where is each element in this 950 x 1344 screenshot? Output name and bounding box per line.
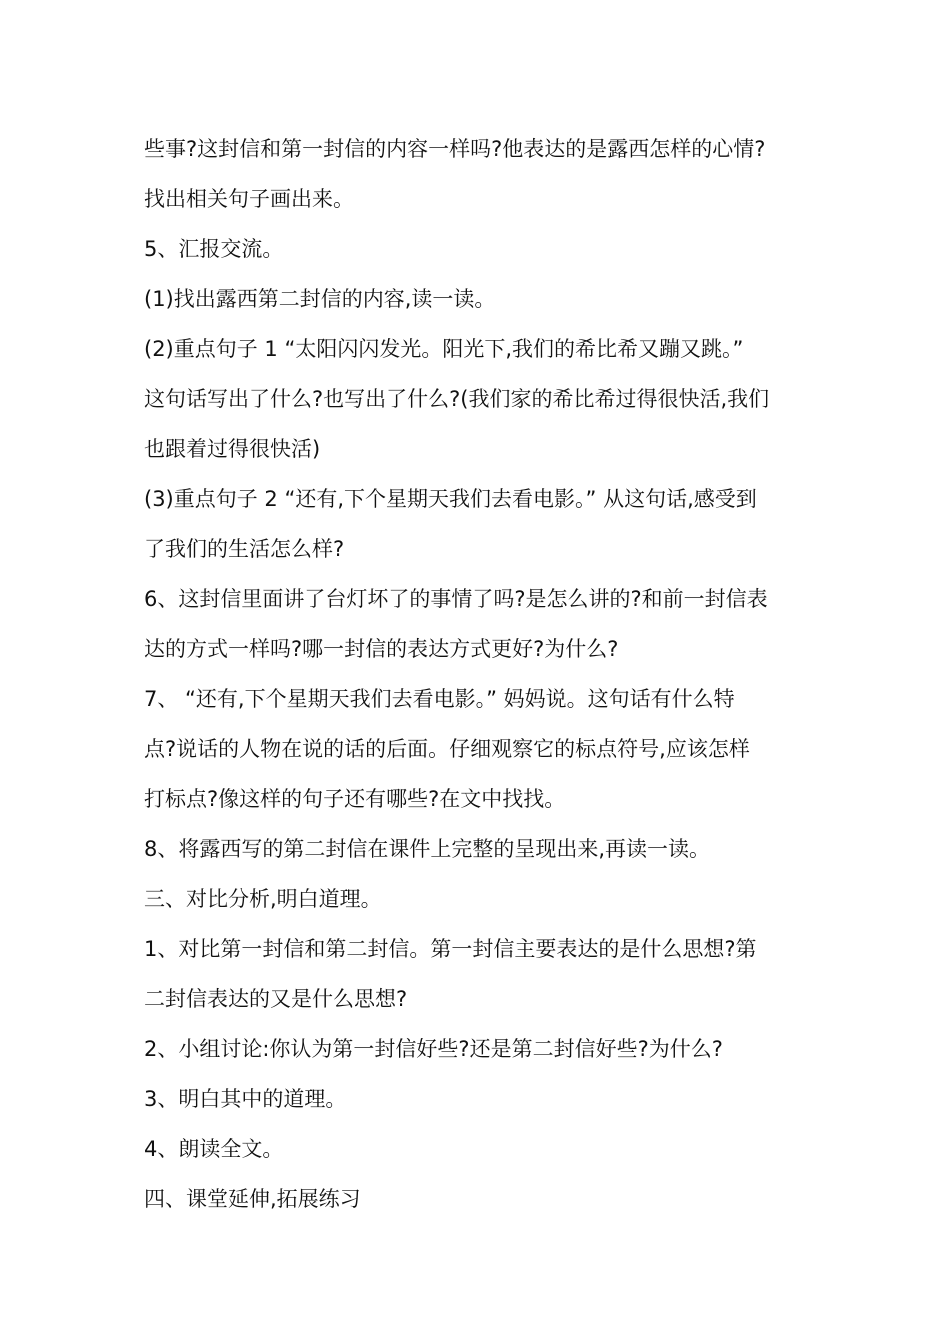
text-line: (3)重点句子 2 “还有,下个星期天我们去看电影。” 从这句话,感受到 (144, 487, 757, 511)
text-line: 1、对比第一封信和第二封信。第一封信主要表达的是什么思想?第 (144, 937, 757, 961)
text-line: 5、汇报交流。 (144, 237, 284, 261)
text-line: 了我们的生活怎么样? (144, 537, 345, 561)
text-line: 二封信表达的又是什么思想? (144, 987, 408, 1011)
section-heading: 三、对比分析,明白道理。 (144, 887, 382, 911)
document-body (144, 124, 810, 1224)
text-line: 找出相关句子画出来。 (144, 187, 354, 211)
text-line: 点?说话的人物在说的话的后面。仔细观察它的标点符号,应该怎样 (144, 737, 750, 761)
text-line: 7、 “还有,下个星期天我们去看电影。” 妈妈说。这句话有什么特 (144, 687, 735, 711)
text-line: 这句话写出了什么?也写出了什么?(我们家的希比希过得很快活,我们 (144, 387, 770, 411)
text-line: 也跟着过得很快活) (144, 437, 321, 461)
text-line: 达的方式一样吗?哪一封信的表达方式更好?为什么? (144, 637, 619, 661)
text-line: 8、将露西写的第二封信在课件上完整的呈现出来,再读一读。 (144, 837, 711, 861)
text-line: 3、明白其中的道理。 (144, 1087, 347, 1111)
text-line: 6、这封信里面讲了台灯坏了的事情了吗?是怎么讲的?和前一封信表 (144, 587, 768, 611)
text-line: 些事?这封信和第一封信的内容一样吗?他表达的是露西怎样的心情? (144, 137, 766, 161)
text-line: (1)找出露西第二封信的内容,读一读。 (144, 287, 496, 311)
text-line: 2、小组讨论:你认为第一封信好些?还是第二封信好些?为什么? (144, 1037, 723, 1061)
section-heading: 四、课堂延伸,拓展练习 (144, 1187, 361, 1211)
text-line: (2)重点句子 1 “太阳闪闪发光。阳光下,我们的希比希又蹦又跳。” (144, 337, 744, 361)
text-line: 打标点?像这样的句子还有哪些?在文中找找。 (144, 787, 566, 811)
text-line: 4、朗读全文。 (144, 1137, 284, 1161)
